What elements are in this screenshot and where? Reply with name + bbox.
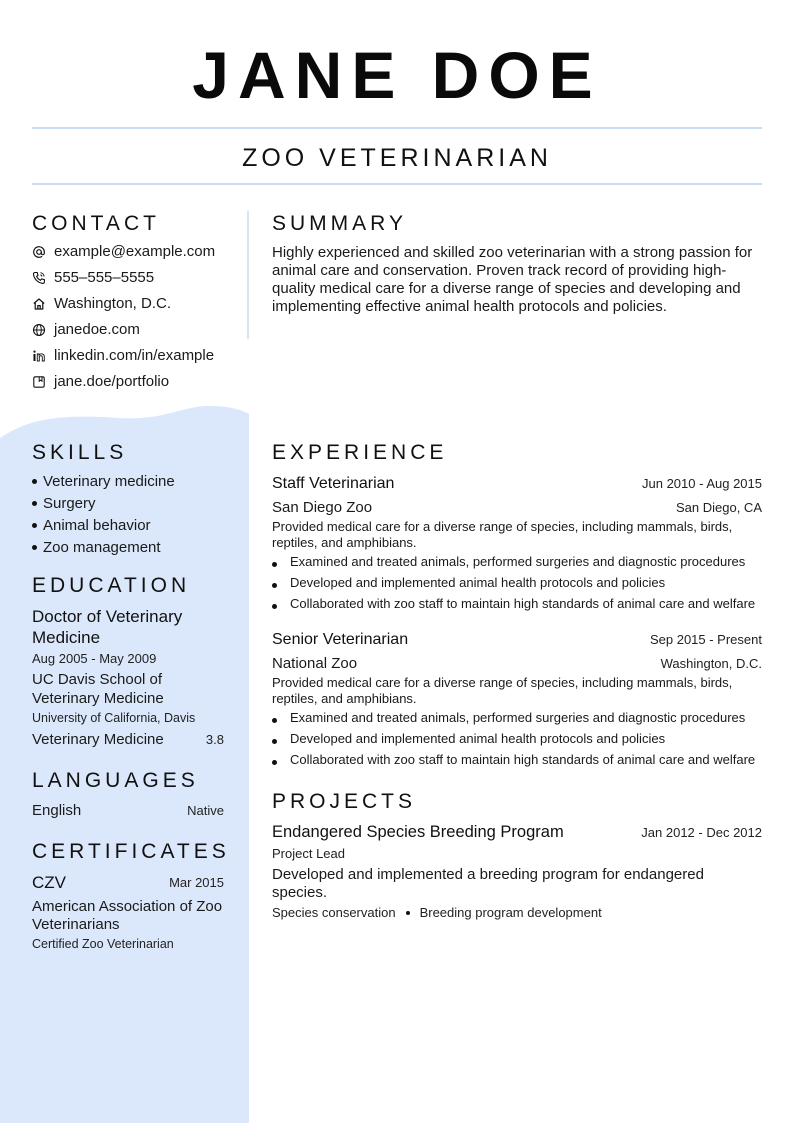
contact-email[interactable]: [32, 242, 215, 262]
contact-linkedin-text: linkedin.com/in/example: [54, 347, 215, 364]
project-tag: Species conservation: [272, 905, 396, 920]
linkedin-icon: [32, 349, 46, 363]
header-divider-bottom: [32, 183, 762, 185]
skill-item: Zoo management: [32, 538, 161, 558]
job-company: San Diego Zoo: [272, 499, 373, 516]
job-dates: Jun 2010 - Aug 2015: [642, 476, 762, 491]
contact-email-text: example@example.com: [54, 243, 216, 260]
contact-portfolio[interactable]: [32, 372, 169, 392]
experience-heading: EXPERIENCE: [272, 441, 448, 464]
job-bullet: Collaborated with zoo staff to maintain high standards of animal care and welfare: [272, 594, 755, 612]
project-description: Developed and implemented a breeding program for endangered species.: [272, 866, 704, 901]
education-school-line1: UC Davis School of: [32, 671, 163, 688]
job-role: Senior Veterinarian: [272, 631, 409, 648]
job-dates: Sep 2015 - Present: [649, 632, 762, 647]
certificate-date: Mar 2015: [169, 875, 224, 890]
summary-heading: SUMMARY: [272, 212, 407, 235]
job-bullet: Examined and treated animals, performed surgeries and diagnostic procedures: [272, 708, 745, 726]
education-heading: EDUCATION: [32, 574, 191, 597]
tag-separator: [406, 911, 410, 915]
contact-heading: CONTACT: [32, 212, 160, 235]
certificate-issuer-line2: Veterinarians: [32, 916, 120, 933]
job-bullet: Examined and treated animals, performed surgeries and diagnostic procedures: [272, 552, 745, 570]
education-dates: Aug 2005 - May 2009: [32, 651, 157, 666]
certificate-issuer-line1: American Association of Zoo: [32, 898, 223, 915]
skills-heading: SKILLS: [32, 441, 128, 464]
at-icon: [32, 245, 46, 259]
education-degree-line1: Doctor of Veterinary: [32, 607, 183, 626]
contact-location: [32, 294, 171, 314]
language-name: English: [32, 802, 82, 819]
contact-phone-text: 555–555–5555: [54, 269, 155, 286]
education-field: Veterinary Medicine: [32, 731, 164, 748]
language-level: Native: [187, 803, 224, 818]
project-role: Project Lead: [272, 846, 345, 861]
job-bullet: Developed and implemented animal health protocols and policies: [272, 573, 665, 591]
contact-phone[interactable]: [32, 268, 154, 288]
header-divider-top: [32, 127, 762, 129]
job-description: Provided medical care for a diverse range of species, including mammals, birds, reptiles, and amphibians.: [272, 519, 733, 550]
contact-website[interactable]: [32, 320, 140, 340]
education-university: University of California, Davis: [32, 711, 196, 725]
resume-name: JANE DOE: [192, 38, 602, 112]
contact-website-text: janedoe.com: [54, 321, 140, 338]
skill-item: Veterinary medicine: [32, 472, 175, 492]
project-dates: Jan 2012 - Dec 2012: [641, 825, 762, 840]
job-bullet: Collaborated with zoo staff to maintain high standards of animal care and welfare: [272, 750, 755, 768]
column-divider: [247, 211, 249, 339]
certificate-full-name: Certified Zoo Veterinarian: [32, 937, 174, 951]
projects-heading: PROJECTS: [272, 790, 417, 813]
education-degree-line2: Medicine: [32, 628, 101, 647]
portfolio-icon: [32, 375, 46, 389]
home-icon: [32, 297, 46, 311]
languages-heading: LANGUAGES: [32, 769, 199, 792]
job-company: National Zoo: [272, 655, 358, 672]
phone-icon: [32, 271, 46, 285]
project-name: Endangered Species Breeding Program: [272, 823, 564, 841]
skill-item: Animal behavior: [32, 516, 151, 536]
certificates-heading: CERTIFICATES: [32, 840, 230, 863]
job-title: ZOO VETERINARIAN: [242, 144, 552, 172]
contact-portfolio-text: jane.doe/portfolio: [54, 373, 170, 390]
project-tag: Breeding program development: [419, 905, 602, 920]
job-location: Washington, D.C.: [660, 656, 762, 671]
education-school-line2: Veterinary Medicine: [32, 690, 164, 707]
globe-icon: [32, 323, 46, 337]
job-role: Staff Veterinarian: [272, 475, 395, 492]
project-tags: [272, 904, 602, 921]
job-location: San Diego, CA: [676, 500, 762, 515]
summary-text: Highly experienced and skilled zoo veterinarian with a strong passion for animal care and conservation. Proven track record of providing high-quality medical care for a diverse range of species and developing and implementing effective animal health protocols and policies.: [272, 244, 753, 315]
contact-location-text: Washington, D.C.: [54, 295, 171, 312]
skill-item: Surgery: [32, 494, 96, 514]
contact-linkedin[interactable]: [32, 346, 214, 366]
job-bullet: Developed and implemented animal health protocols and policies: [272, 729, 665, 747]
certificate-name: CZV: [32, 873, 66, 892]
job-description: Provided medical care for a diverse range of species, including mammals, birds, reptiles, and amphibians.: [272, 675, 733, 706]
education-gpa: 3.8: [205, 732, 224, 747]
